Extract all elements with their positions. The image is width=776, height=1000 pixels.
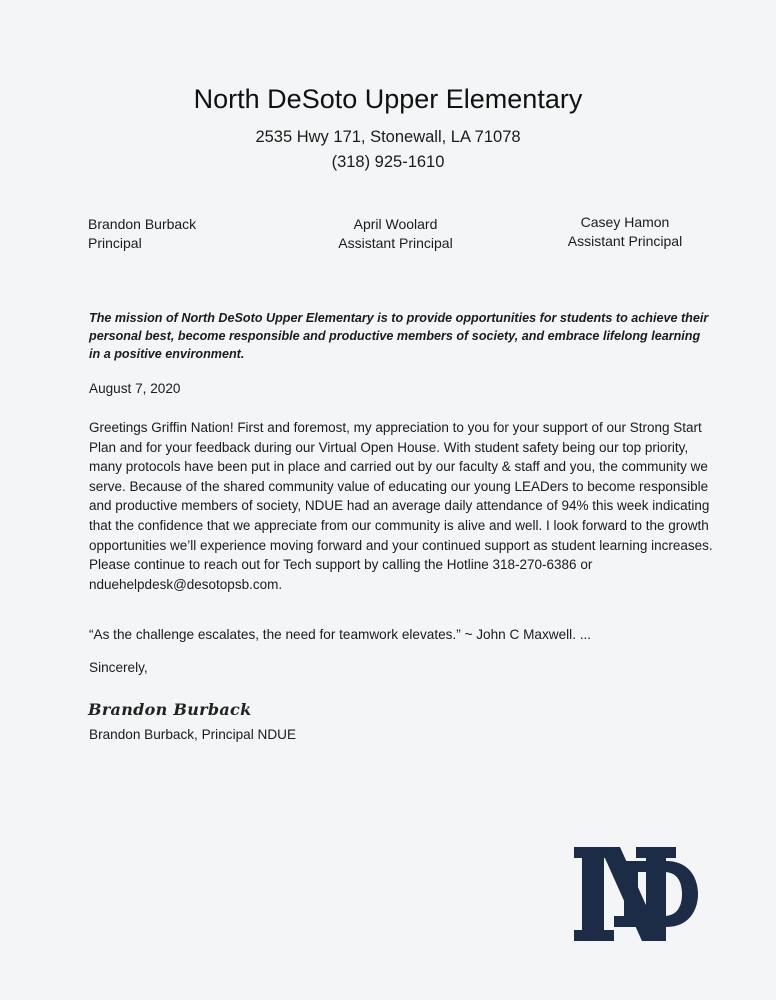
- staff-principal: [88, 215, 196, 253]
- handwritten-signature: Brandon Burback: [88, 700, 252, 719]
- school-phone: (318) 925-1610: [331, 153, 445, 171]
- staff-assistant-principal-2: [566, 213, 684, 251]
- body-paragraph: Greetings Griffin Nation! First and foremost, my appreciation to you for your support of our Strong Start Plan and for your feedback during our Virtual Open House. With student safety being our top priority, many protocols have been put in place and carried out by our faculty & staff and you, the community we serve. Because of the shared community value of educating our young LEADers to become responsible and productive members of society, NDUE had an average daily attendance of 94% this week indicating that the confidence that we appreciate from our community is alive and well. I look forward to the growth opportunities we’ll experience moving forward and your continued support as student learning increases.: [89, 420, 713, 553]
- staff-name: Casey Hamon: [580, 214, 670, 230]
- school-name: North DeSoto Upper Elementary: [193, 84, 583, 114]
- school-address: 2535 Hwy 171, Stonewall, LA 71078: [255, 128, 521, 146]
- staff-name: April Woolard: [353, 216, 438, 232]
- letter-date: August 7, 2020: [89, 381, 181, 396]
- staff-title: Assistant Principal: [567, 233, 683, 249]
- staff-title: Principal: [88, 235, 142, 251]
- maxwell-quote: “As the challenge escalates, the need for teamwork elevates.” ~ John C Maxwell. ...: [89, 627, 592, 642]
- support-paragraph: Please continue to reach out for Tech support by calling the Hotline 318-270-6386 or nduehelpdesk@desotopsb.com.: [89, 557, 593, 592]
- staff-title: Assistant Principal: [338, 235, 453, 251]
- staff-name: Brandon Burback: [88, 216, 197, 232]
- signature-name: Brandon Burback, Principal NDUE: [89, 727, 297, 742]
- letter-body: [89, 418, 714, 594]
- mission-statement: The mission of North DeSoto Upper Elementary is to provide opportunities for students to achieve their personal best, become responsible and productive members of society, and embrace lifelong learning in a positive environment.: [89, 311, 709, 361]
- nd-logo-icon: [574, 843, 698, 945]
- staff-assistant-principal-1: [338, 215, 453, 253]
- closing: Sincerely,: [89, 660, 148, 675]
